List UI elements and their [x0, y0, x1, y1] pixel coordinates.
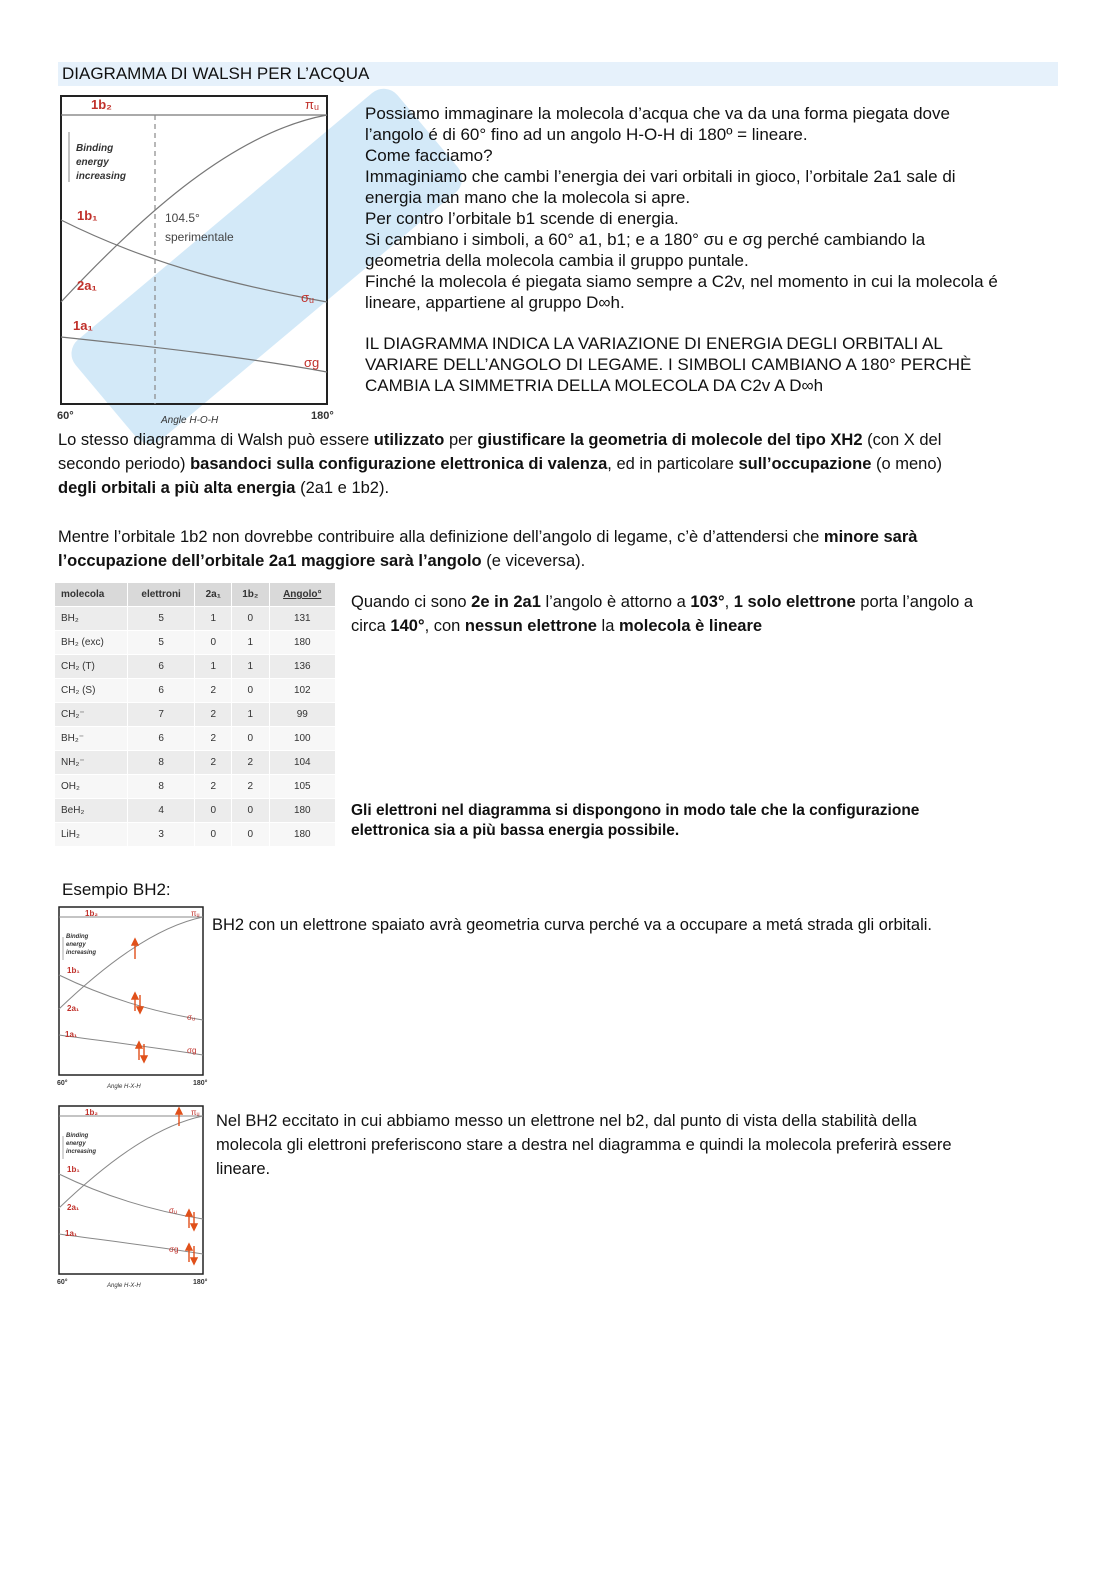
binding-energy-2: energy [76, 157, 109, 168]
walsh-diagram-bh2 [55, 905, 215, 1090]
small2-axis-180: 180° [193, 1279, 208, 1286]
small-binding-3: increasing [66, 950, 97, 956]
col-angolo: Angolo° [269, 583, 335, 607]
walsh-diagram-water [55, 92, 345, 427]
small2-axis-title: Angle H-X-H [107, 1283, 141, 1289]
small-label-1b1: 1b₁ [67, 966, 80, 975]
axis-title: Angle H-O-H [161, 415, 219, 426]
small2-binding-3: increasing [66, 1149, 97, 1155]
caps-paragraph [365, 333, 1065, 396]
binding-energy-3: increasing [76, 171, 127, 182]
label-sigma-g: σg [304, 355, 320, 370]
orbital-occupation-paragraph: Mentre l’orbitale 1b2 non dovrebbe contribuire alla definizione dell’angolo di legame, c’è d’attendersi che minore sarà l’occupazione dell’orbitale 2a1 maggiore sarà l’angolo (e viceversa). [58, 528, 918, 570]
orbital-occupation-table [54, 582, 336, 847]
small-axis-180: 180° [193, 1080, 208, 1087]
label-sigma-u: σᵤ [301, 290, 314, 305]
table-row: LiH₂ 3 0 0 180 [55, 823, 336, 847]
label-1b2: 1b₂ [91, 97, 112, 112]
small2-label-pi-u: πᵤ [191, 1108, 200, 1117]
intro-line: Possiamo immaginare la molecola d’acqua che va da una forma piegata dove [365, 104, 950, 123]
lowest-energy-note [351, 801, 1071, 841]
intro-line: geometria della molecola cambia il gruppo puntale. [365, 251, 749, 270]
intro-line: Per contro l’orbitale b1 scende di energia. [365, 209, 679, 228]
intro-line: l’angolo é di 60° fino ad un angolo H-O-H di 180º = lineare. [365, 125, 808, 144]
table-row: BH₂ (exc) 5 0 1 180 [55, 631, 336, 655]
experimental-angle: 104.5° [165, 211, 200, 225]
small-binding-1: Binding [66, 934, 89, 940]
table-row: BeH₂ 4 0 0 180 [55, 799, 336, 823]
table-row: NH₂⁻ 8 2 2 104 [55, 751, 336, 775]
intro-line: lineare, appartiene al gruppo D∞h. [365, 293, 625, 312]
excited-line: lineare. [216, 1160, 271, 1178]
occupation-angle-paragraph: Quando ci sono 2e in 2a1 l’angolo è attorno a 103°, 1 solo elettrone porta l’angolo a circa 140°, con nessun elettrone la molecola è lineare [351, 593, 974, 635]
small2-binding-2: energy [66, 1141, 86, 1147]
small-axis-title: Angle H-X-H [107, 1084, 141, 1090]
label-1b1: 1b₁ [77, 208, 98, 223]
experimental-label: sperimentale [165, 230, 234, 244]
excited-line: molecola gli elettroni preferiscono stare a destra nel diagramma e quindi la molecola preferirà essere [216, 1136, 952, 1154]
small-label-pi-u: πᵤ [191, 909, 200, 918]
intro-line: Immaginiamo che cambi l’energia dei vari orbitali in gioco, l’orbitale 2a1 sale di [365, 167, 956, 186]
intro-line: Si cambiano i simboli, a 60° a1, b1; e a 180° σu e σg perché cambiando la [365, 230, 926, 249]
table-row: OH₂ 8 2 2 105 [55, 775, 336, 799]
small2-label-sigma-u: σᵤ [169, 1206, 177, 1215]
small-axis-60: 60° [57, 1080, 68, 1087]
caps-line: CAMBIA LA SIMMETRIA DELLA MOLECOLA DA C2v A D∞h [365, 376, 824, 395]
table-row: BH₂⁻ 6 2 0 100 [55, 727, 336, 751]
label-1a1: 1a₁ [73, 318, 93, 333]
small2-label-sigma-g: σg [169, 1245, 179, 1254]
electron-arrows [132, 939, 147, 1062]
table-row: CH₂ (T) 6 1 1 136 [55, 655, 336, 679]
walsh-diagram-bh2-excited [55, 1104, 215, 1289]
axis-180: 180° [311, 410, 334, 422]
bh2-explanation: BH2 con un elettrone spaiato avrà geometria curva perché va a occupare a metá strada gli orbitali. [212, 916, 932, 934]
small2-label-2a1: 2a₁ [67, 1203, 80, 1212]
small2-label-1b1: 1b₁ [67, 1165, 80, 1174]
excited-line: Nel BH2 eccitato in cui abbiamo messo un elettrone nel b2, dal punto di vista della stabilità della [216, 1112, 917, 1130]
table-row: BH₂ 5 1 0 131 [55, 607, 336, 631]
small-label-1a1: 1a₁ [65, 1030, 78, 1039]
intro-line: Come facciamo? [365, 146, 493, 165]
caps-line: IL DIAGRAMMA INDICA LA VARIAZIONE DI ENERGIA DEGLI ORBITALI AL [365, 334, 943, 353]
electron-arrows-excited [176, 1108, 197, 1264]
label-2a1: 2a₁ [77, 278, 97, 293]
label-pi-u: πᵤ [305, 97, 319, 112]
small-label-sigma-g: σg [187, 1046, 197, 1055]
col-molecola: molecola [55, 583, 128, 607]
small-label-1b2: 1b₂ [85, 909, 98, 918]
axis-60: 60° [57, 410, 74, 422]
col-1b2: 1b₂ [231, 583, 269, 607]
example-title: Esempio BH2: [62, 880, 171, 899]
intro-line: Finché la molecola é piegata siamo sempre a C2v, nel momento in cui la molecola é [365, 272, 998, 291]
page-title: DIAGRAMMA DI WALSH PER L’ACQUA [58, 62, 1058, 86]
small-label-2a1: 2a₁ [67, 1004, 80, 1013]
note-line: elettronica sia a più bassa energia possibile. [351, 822, 680, 839]
table-row: CH₂⁻ 7 2 1 99 [55, 703, 336, 727]
col-2a1: 2a₁ [195, 583, 231, 607]
bh2-excited-explanation [216, 1109, 1076, 1181]
note-line: Gli elettroni nel diagramma si dispongono in modo tale che la configurazione [351, 802, 920, 819]
small2-label-1b2: 1b₂ [85, 1108, 98, 1117]
col-elettroni: elettroni [127, 583, 195, 607]
intro-line: energia man mano che la molecola si apre. [365, 188, 691, 207]
small2-axis-60: 60° [57, 1279, 68, 1286]
caps-line: VARIARE DELL’ANGOLO DI LEGAME. I SIMBOLI CAMBIANO A 180° PERCHÈ [365, 355, 972, 374]
small-binding-2: energy [66, 942, 86, 948]
small2-label-1a1: 1a₁ [65, 1229, 78, 1238]
small-label-sigma-u: σᵤ [187, 1013, 195, 1022]
binding-energy-1: Binding [76, 143, 114, 154]
table-row: CH₂ (S) 6 2 0 102 [55, 679, 336, 703]
walsh-usage-paragraph: Lo stesso diagramma di Walsh può essere utilizzato per giustificare la geometria di molecole del tipo XH2 (con X del secondo periodo) basandoci sulla configurazione elettronica di valenza, ed in particolare sull’occupazione (o meno) degli orbitali a più alta energia (2a1 e 1b2). [58, 431, 943, 497]
small2-binding-1: Binding [66, 1133, 89, 1139]
intro-paragraph [365, 103, 1065, 313]
